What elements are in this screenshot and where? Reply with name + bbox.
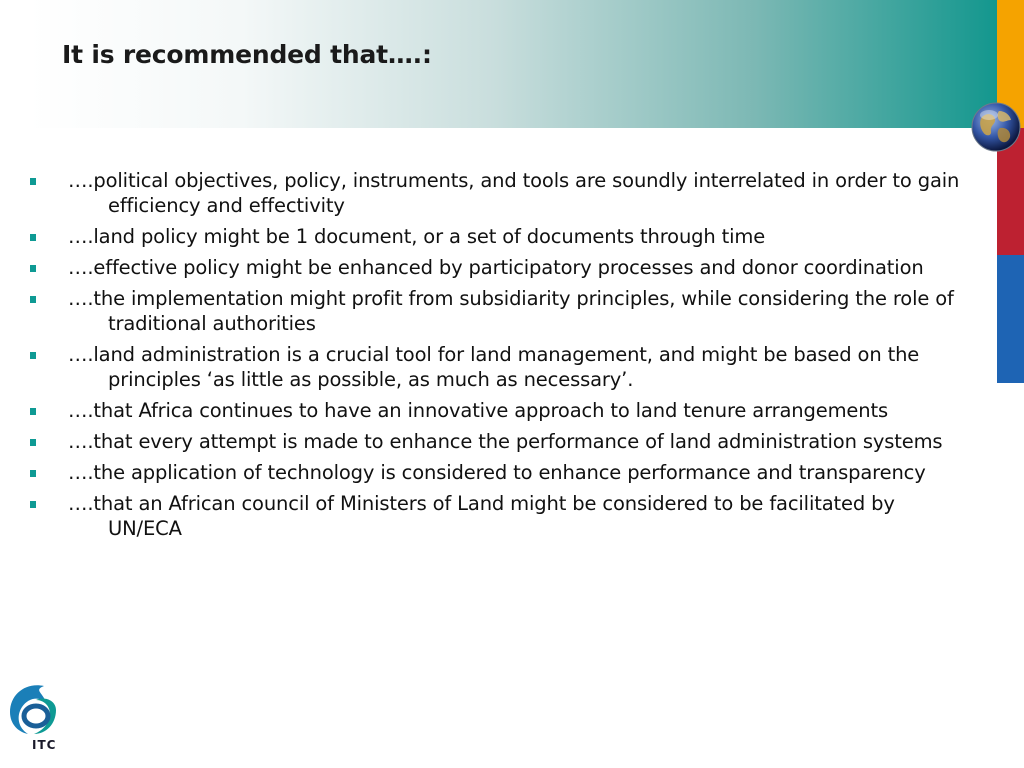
list-item <box>30 286 970 336</box>
list-item-text: ….the application of technology is considered to enhance performance and transparency <box>68 461 926 484</box>
bullet-marker-icon <box>30 352 36 359</box>
bullet-list <box>30 168 970 547</box>
bullet-marker-icon <box>30 265 36 272</box>
list-item <box>30 255 970 280</box>
bullet-marker-icon <box>30 296 36 303</box>
bullet-marker-icon <box>30 234 36 241</box>
list-item-text: ….land policy might be 1 document, or a set of documents through time <box>68 225 766 248</box>
list-item-text: ….that an African council of Ministers of Land might be considered to be facilitated by UN/ECA <box>68 492 895 540</box>
slide-title: It is recommended that….: <box>62 40 432 69</box>
logo-text: ITC <box>32 738 57 752</box>
right-color-stripes <box>997 0 1024 383</box>
bullet-marker-icon <box>30 439 36 446</box>
list-item <box>30 491 970 541</box>
list-item-text: ….land administration is a crucial tool for land management, and might be based on the principles ‘as little as possible, as much as necessary’. <box>68 343 920 391</box>
list-item <box>30 342 970 392</box>
bullet-marker-icon <box>30 408 36 415</box>
stripe-blue <box>997 255 1024 383</box>
list-item-text: ….effective policy might be enhanced by participatory processes and donor coordination <box>68 256 924 279</box>
bullet-marker-icon <box>30 501 36 508</box>
list-item-text: ….that every attempt is made to enhance the performance of land administration systems <box>68 430 943 453</box>
bullet-marker-icon <box>30 470 36 477</box>
bullet-marker-icon <box>30 178 36 185</box>
list-item <box>30 429 970 454</box>
list-item <box>30 398 970 423</box>
globe-icon <box>970 101 1022 153</box>
list-item-text: ….the implementation might profit from subsidiarity principles, while considering the role of traditional authorities <box>68 287 954 335</box>
list-item <box>30 168 970 218</box>
list-item <box>30 224 970 249</box>
list-item <box>30 460 970 485</box>
list-item-text: ….political objectives, policy, instruments, and tools are soundly interrelated in order to gain efficiency and effectivity <box>68 169 960 217</box>
list-item-text: ….that Africa continues to have an innovative approach to land tenure arrangements <box>68 399 888 422</box>
